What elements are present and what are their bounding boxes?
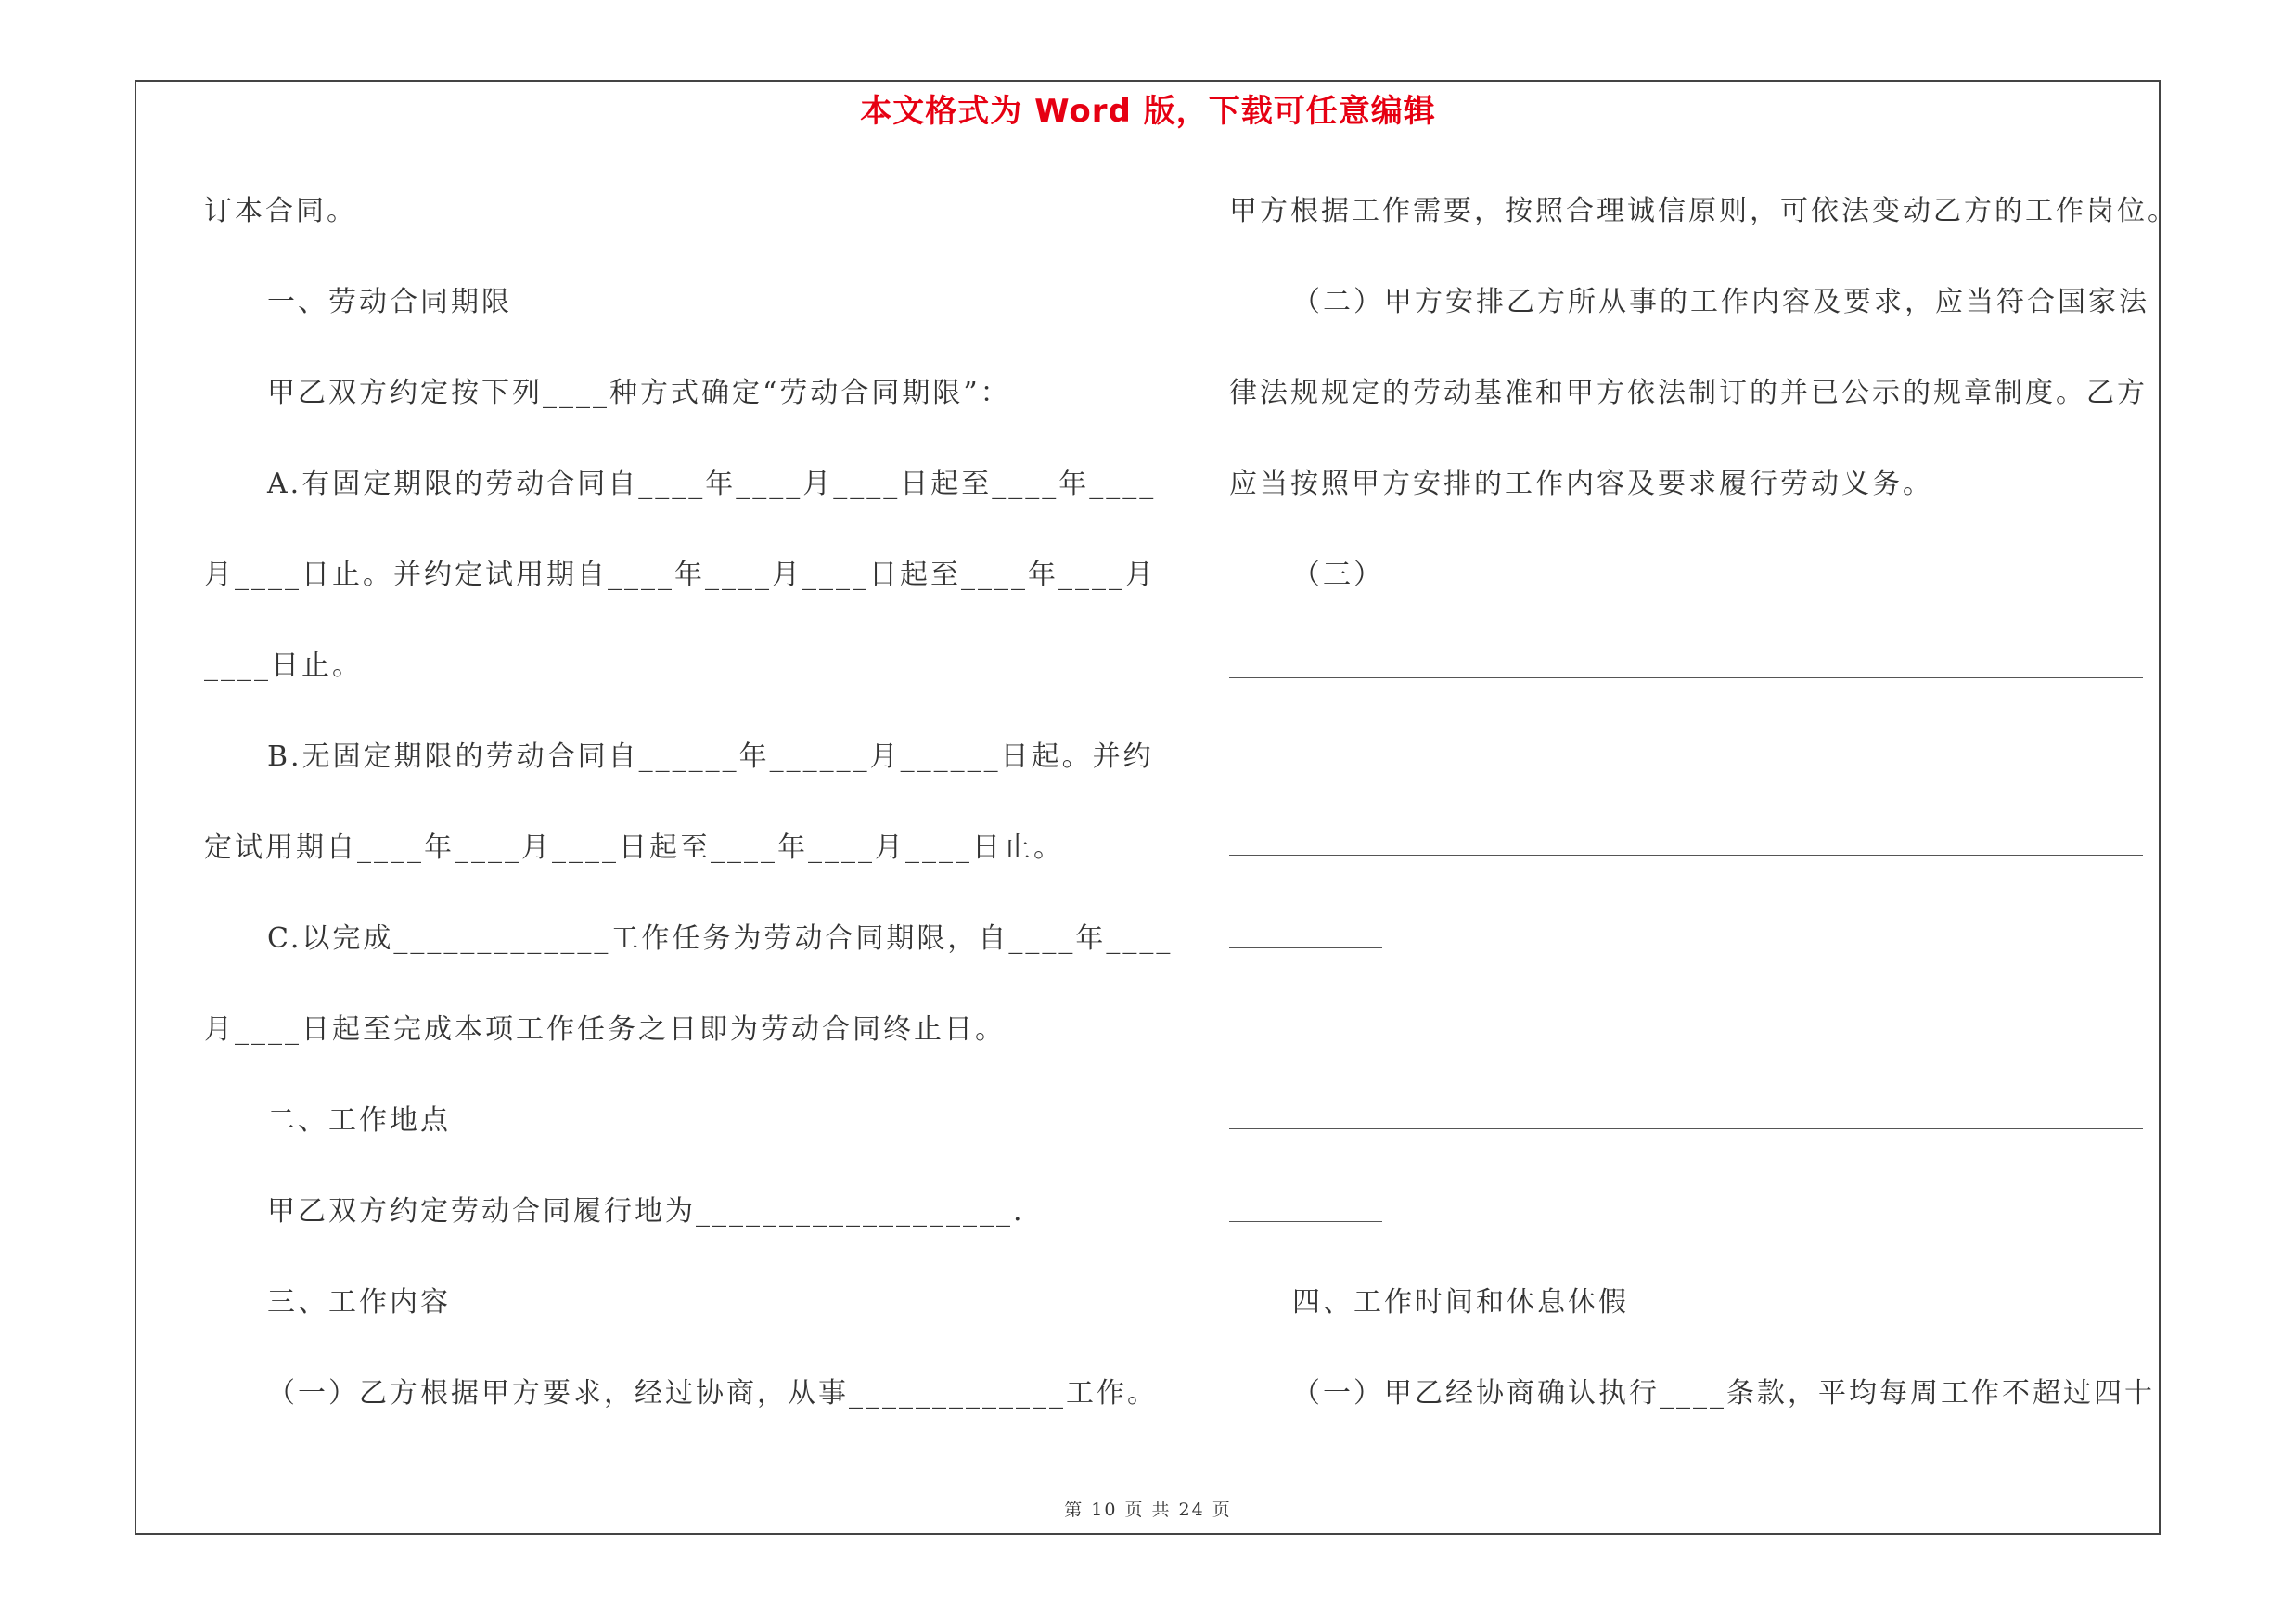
paragraph-line: 月____日止。并约定试用期自____年____月____日起至____年____月: [204, 559, 1156, 591]
paragraph-line: （一）甲乙经协商确认执行____条款，平均每周工作不超过四十: [1292, 1377, 2155, 1410]
paragraph-line: C.以完成_____________工作任务为劳动合同期限，自____年____: [267, 922, 1174, 955]
blank-fill-line: [1229, 1128, 2143, 1129]
page-number: 第 10 页 共 24 页: [1064, 1500, 1232, 1520]
format-banner: 本文格式为 Word 版，下载可任意编辑: [860, 93, 1436, 130]
blank-fill-line: [1229, 1221, 1382, 1222]
section-heading: 四、工作时间和休息休假: [1292, 1286, 1629, 1319]
paragraph-line: 律法规规定的劳动基准和甲方依法制订的并已公示的规章制度。乙方: [1229, 377, 2148, 409]
paragraph-line: 甲乙双方约定按下列____种方式确定“劳动合同期限”：: [267, 377, 1011, 409]
blank-fill-line: [1229, 855, 2143, 856]
paragraph-line: 甲乙双方约定劳动合同履行地为___________________.: [267, 1195, 1025, 1228]
paragraph-line: 订本合同。: [204, 195, 357, 227]
paragraph-line: ____日止。: [204, 650, 363, 682]
subsection-label: （三）: [1292, 559, 1384, 591]
section-heading: 二、工作地点: [267, 1104, 451, 1137]
paragraph-line: 应当按照甲方安排的工作内容及要求履行劳动义务。: [1229, 468, 1933, 500]
paragraph-line: 定试用期自____年____月____日起至____年____月____日止。: [204, 831, 1064, 864]
blank-fill-line: [1229, 677, 2143, 678]
paragraph-line: B.无固定期限的劳动合同自______年______月______日起。并约: [267, 741, 1154, 773]
paragraph-line: 月____日起至完成本项工作任务之日即为劳动合同终止日。: [204, 1013, 1006, 1046]
section-heading: 三、工作内容: [267, 1286, 451, 1319]
paragraph-line: （二）甲方安排乙方所从事的工作内容及要求，应当符合国家法: [1292, 286, 2149, 318]
paragraph-line: A.有固定期限的劳动合同自____年____月____日起至____年____: [267, 468, 1157, 500]
paragraph-line: 甲方根据工作需要，按照合理诚信原则，可依法变动乙方的工作岗位。: [1229, 195, 2178, 227]
section-heading: 一、劳动合同期限: [267, 286, 512, 318]
paragraph-line: （一）乙方根据甲方要求，经过协商，从事_____________工作。: [267, 1377, 1158, 1410]
blank-fill-line: [1229, 947, 1382, 948]
